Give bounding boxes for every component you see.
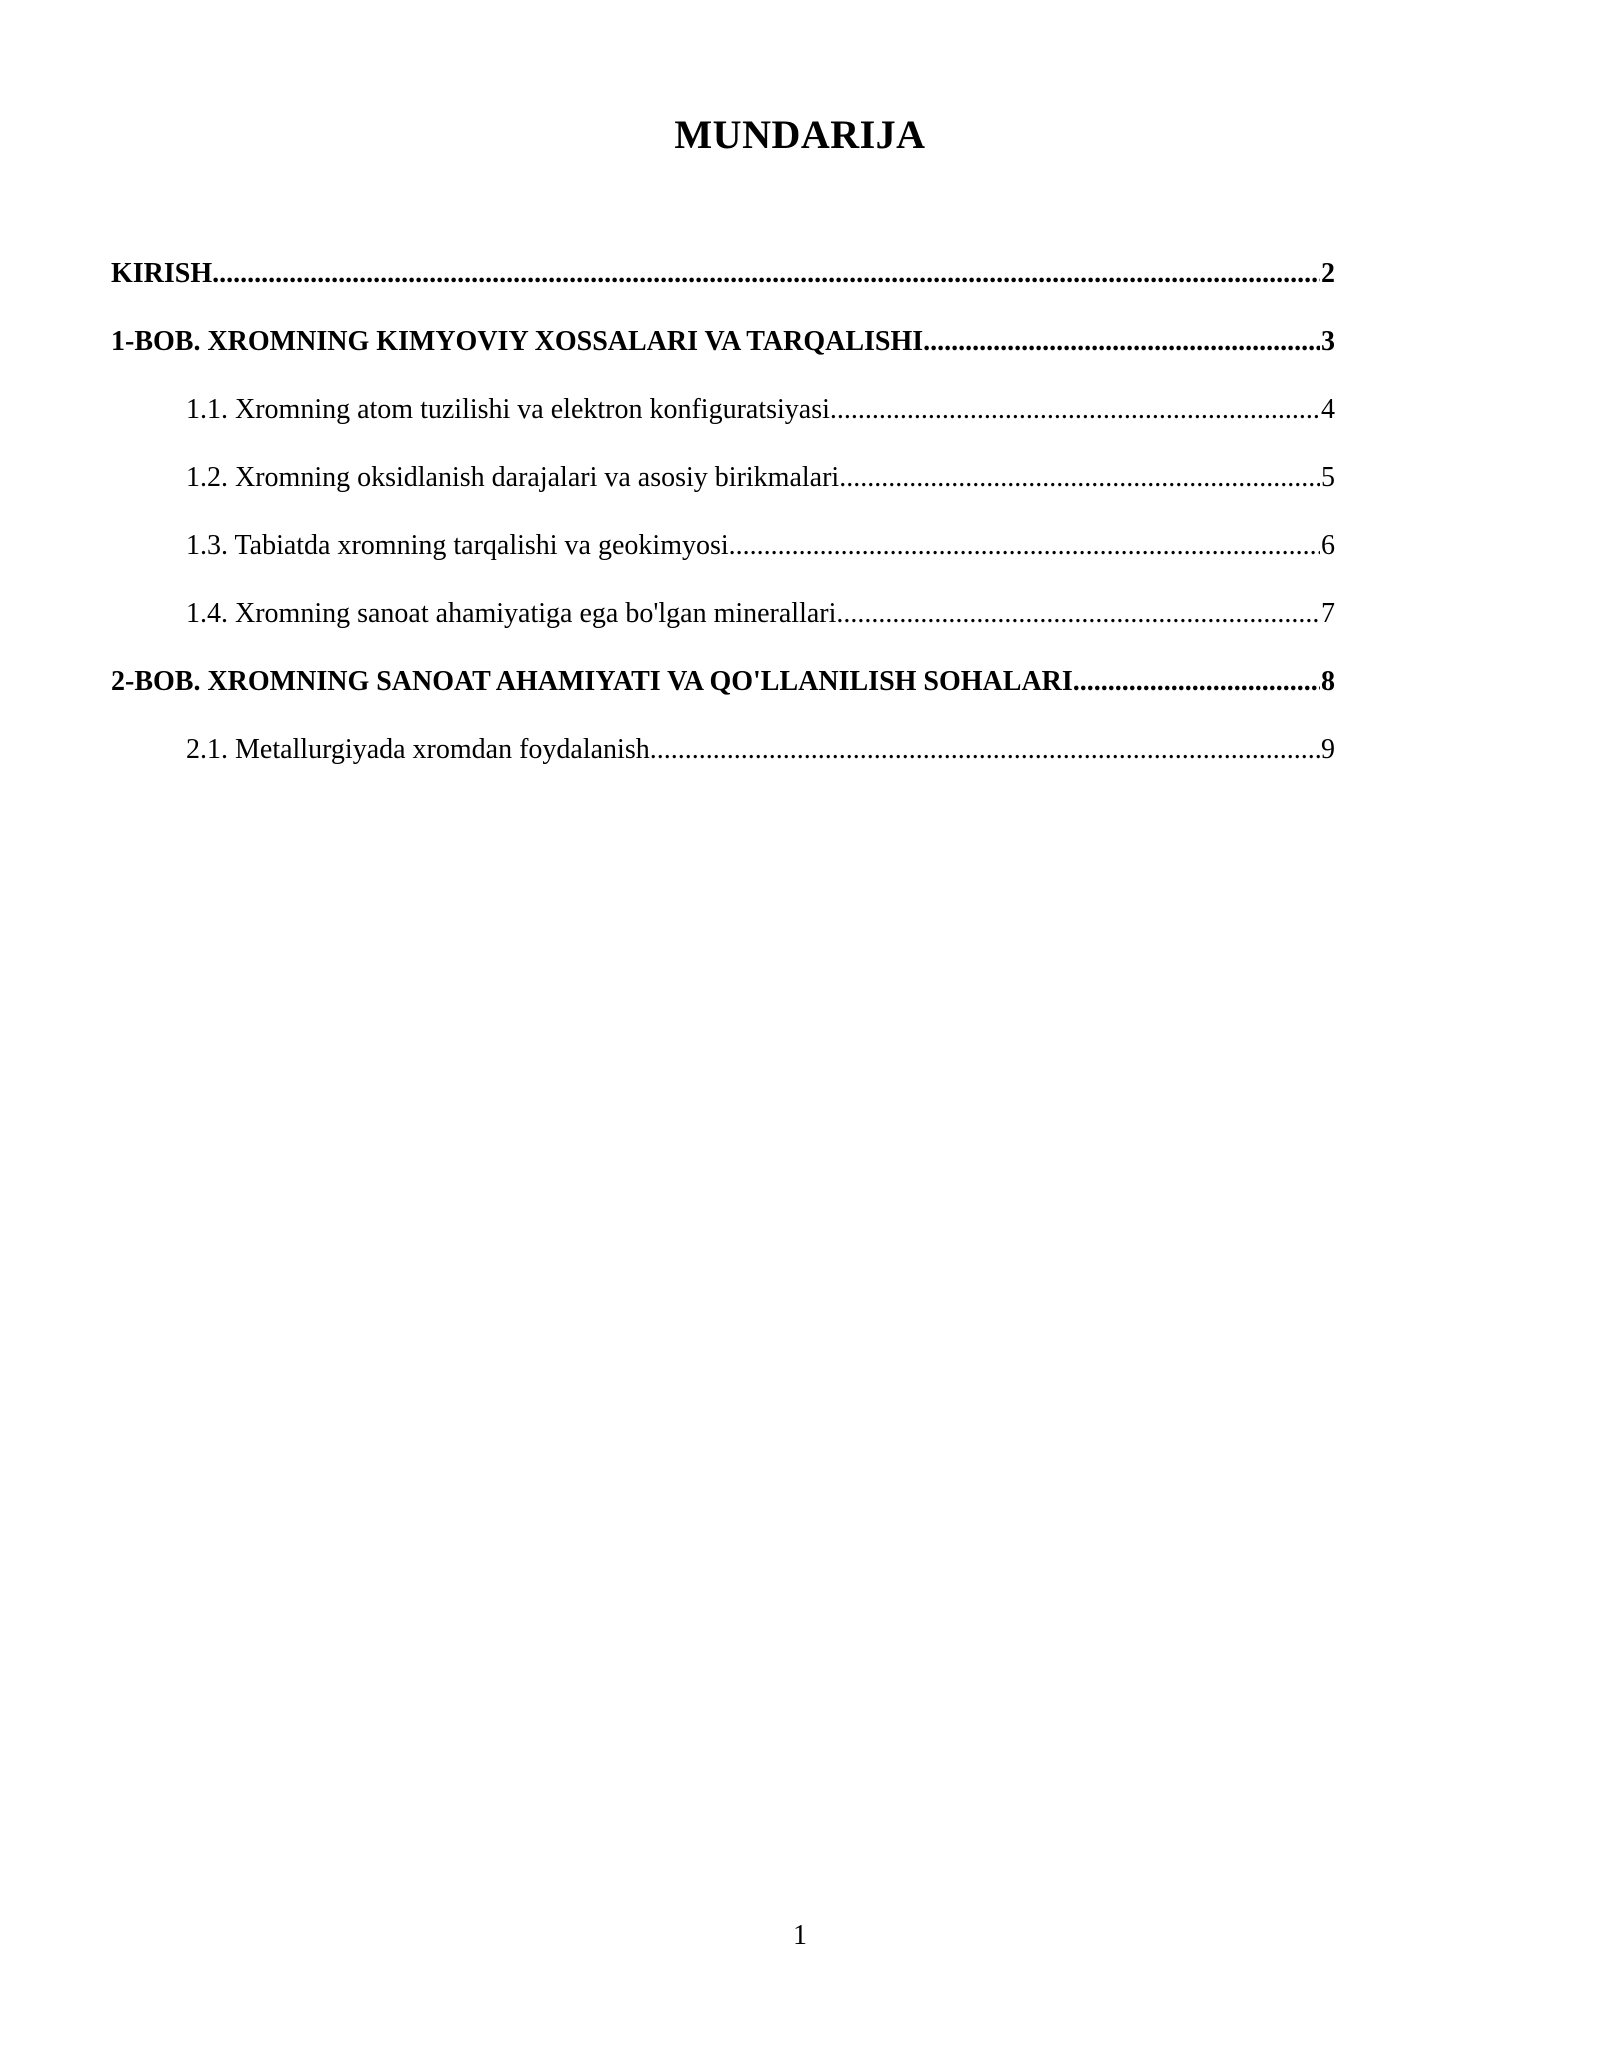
toc-entry-label: 2.1. Metallurgiyada xromdan foydalanish [186,734,650,765]
dot-leader [836,592,1320,636]
toc-entry-page: 5 [1321,462,1335,493]
toc-entry-section-1-3[interactable] [111,524,1335,592]
toc-entry-page: 4 [1321,394,1335,425]
toc-entry-page: 8 [1321,666,1335,697]
toc-entry-label: KIRISH [111,258,213,289]
dot-leader [923,320,1320,364]
toc-entry-page: 2 [1321,258,1335,289]
toc-entry-label: 1.3. Tabiatda xromning tarqalishi va geokimyosi [186,530,729,561]
toc-entry-kirish[interactable] [111,252,1335,320]
dot-leader [729,524,1320,568]
toc-entry-label: 1.2. Xromning oksidlanish darajalari va asosiy birikmalari [186,462,840,493]
toc-entry-page: 7 [1321,598,1335,629]
toc-entry-page: 3 [1321,326,1335,357]
toc-title: MUNDARIJA [674,112,926,157]
toc-entry-page: 6 [1321,530,1335,561]
toc-entry-label: 2-BOB. XROMNING SANOAT AHAMIYATI VA QO'LLANILISH SOHALARI [111,666,1073,697]
toc-entry-chapter-1[interactable] [111,320,1335,388]
toc-entry-section-1-2[interactable] [111,456,1335,524]
table-of-contents [111,252,1335,796]
toc-entry-page: 9 [1321,734,1335,765]
dot-leader [1073,660,1320,704]
dot-leader [830,388,1320,432]
toc-entry-section-1-1[interactable] [111,388,1335,456]
toc-entry-label: 1.4. Xromning sanoat ahamiyatiga ega bo'lgan minerallari [186,598,837,629]
page-number: 1 [793,1920,807,1951]
dot-leader [650,728,1320,772]
dot-leader [212,252,1320,296]
toc-entry-chapter-2[interactable] [111,660,1335,728]
toc-entry-section-1-4[interactable] [111,592,1335,660]
toc-entry-label: 1-BOB. XROMNING KIMYOVIY XOSSALARI VA TARQALISHI [111,326,924,357]
toc-entry-section-2-1[interactable] [111,728,1335,796]
toc-entry-label: 1.1. Xromning atom tuzilishi va elektron konfiguratsiyasi [186,394,830,425]
dot-leader [839,456,1320,500]
